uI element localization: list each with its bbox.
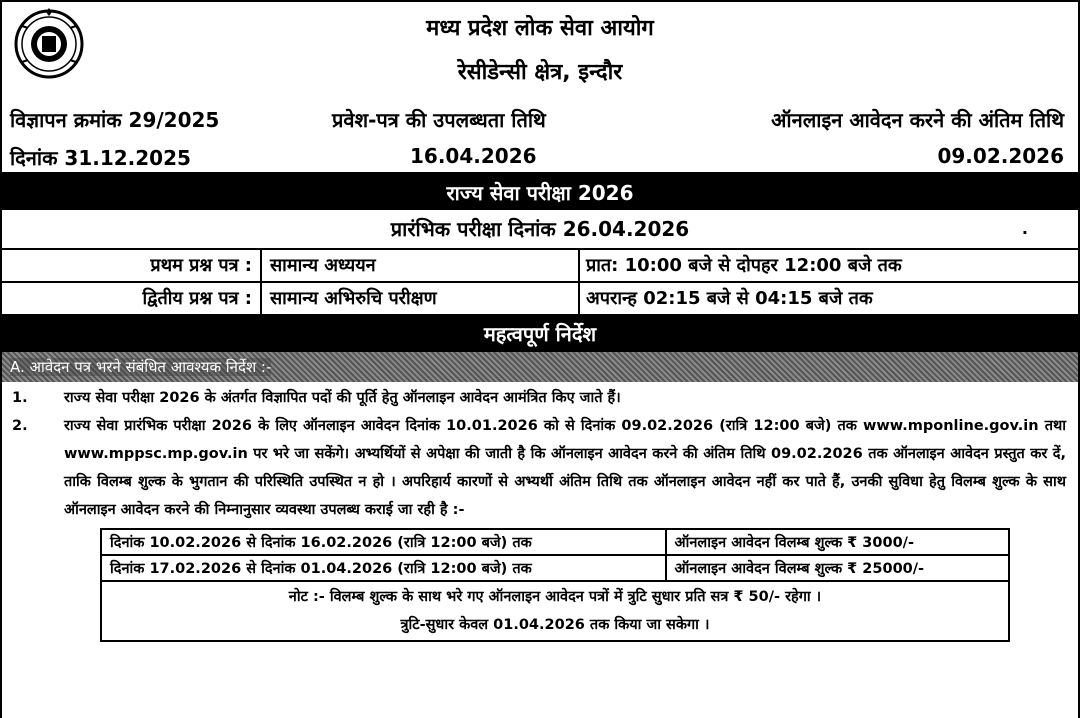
item-number: 1. bbox=[12, 390, 28, 406]
prelim-exam-date-text: प्रारंभिक परीक्षा दिनांक 26.04.2026 bbox=[390, 217, 690, 241]
table-row bbox=[101, 555, 1009, 581]
last-date-label: ऑनलाइन आवेदन करने की अंतिम तिथि bbox=[771, 108, 1064, 132]
organization-name: मध्य प्रदेश लोक सेवा आयोग bbox=[426, 16, 654, 41]
item-text: राज्य सेवा परीक्षा 2026 के अंतर्गत विज्ञापित पदों की पूर्ति हेतु ऑनलाइन आवेदन आमंत्रित किए जाते हैं। bbox=[64, 390, 621, 406]
item-text: राज्य सेवा प्रारंभिक परीक्षा 2026 के लिए ऑनलाइन आवेदन दिनांक 10.01.2026 को से दिनांक 09.02.2026 (रात्रि 12:00 बजे) तक www.mponline.gov.in तथा www.mppsc.mp.gov.in पर भरे जा सकेंगे। अभ्यर्थियों से अपेक्षा की जाती है कि ऑनलाइन आवेदन करने की अंतिम तिथि 09.02.2026 तक ऑनलाइन आवेदन प्रस्तुत कर दें, ताकि विलम्ब शुल्क के भुगतान की परिस्थिति उपस्थित न हो । अपरिहार्य कारणों से अभ्यर्थी अंतिम तिथि तक ऑनलाइन आवेदन नहीं कर पाते हैं, उनकी सुविधा हेतु विलम्ब शुल्क के साथ ऑनलाइन आवेदन करने की निम्नानुसार व्यवस्था उपलब्ध कराई जा रही है :- bbox=[64, 418, 1066, 518]
prelim-exam-date bbox=[2, 210, 1078, 250]
table-row bbox=[101, 529, 1009, 555]
paper-subject: सामान्य अभिरुचि परीक्षण bbox=[262, 283, 580, 314]
advertisement-date: दिनांक 31.12.2025 bbox=[10, 146, 191, 170]
fee-amount: ऑनलाइन आवेदन विलम्ब शुल्क ₹ 25000/- bbox=[666, 555, 1009, 581]
list-item bbox=[12, 412, 1066, 524]
list-item bbox=[12, 384, 1066, 412]
paper-time: अपरान्ह 02:15 बजे से 04:15 बजे तक bbox=[586, 288, 873, 309]
paper-subject: सामान्य अध्ययन bbox=[262, 250, 580, 281]
paper-row bbox=[2, 283, 1078, 316]
exam-title: राज्य सेवा परीक्षा 2026 bbox=[2, 172, 1078, 210]
section-a-heading bbox=[2, 352, 1078, 382]
fee-note-line-1: नोट :- विलम्ब शुल्क के साथ भरे गए ऑनलाइन आवेदन पत्रों में त्रुटि सुधार प्रति सत्र ₹ 50/- रहेगा । bbox=[288, 589, 822, 605]
paper-row bbox=[2, 250, 1078, 283]
instructions-heading: महत्वपूर्ण निर्देश bbox=[2, 316, 1078, 352]
advertisement-number: विज्ञापन क्रमांक 29/2025 bbox=[10, 108, 220, 132]
admit-card-date: 16.04.2026 bbox=[410, 144, 537, 168]
paper-label: प्रथम प्रश्न पत्र : bbox=[2, 250, 262, 281]
paper-label: द्वितीय प्रश्न पत्र : bbox=[2, 283, 262, 314]
admit-card-label: प्रवेश-पत्र की उपलब्धता तिथि bbox=[332, 108, 546, 132]
fee-amount: ऑनलाइन आवेदन विलम्ब शुल्क ₹ 3000/- bbox=[666, 529, 1009, 555]
notice-header bbox=[2, 2, 1078, 100]
fee-period: दिनांक 10.02.2026 से दिनांक 16.02.2026 (रात्रि 12:00 बजे) तक bbox=[101, 529, 666, 555]
fee-note bbox=[101, 581, 1009, 641]
table-row bbox=[101, 581, 1009, 641]
organization-location: रेसीडेन्सी क्षेत्र, इन्दौर bbox=[457, 60, 623, 85]
paper-time: प्रात: 10:00 बजे से दोपहर 12:00 बजे तक bbox=[586, 255, 902, 276]
stray-mark: · bbox=[1021, 223, 1028, 242]
section-a-text: A. आवेदन पत्र भरने संबंधित आवश्यक निर्देश :- bbox=[10, 358, 272, 376]
late-fee-table bbox=[100, 528, 1010, 642]
advertisement-meta bbox=[2, 100, 1078, 172]
fee-period: दिनांक 17.02.2026 से दिनांक 01.04.2026 (रात्रि 12:00 बजे) तक bbox=[101, 555, 666, 581]
fee-note-line-2: त्रुटि-सुधार केवल 01.04.2026 तक किया जा सकेगा । bbox=[400, 617, 710, 633]
item-number: 2. bbox=[12, 418, 28, 434]
last-date: 09.02.2026 bbox=[937, 144, 1064, 168]
instruction-list bbox=[2, 382, 1078, 524]
